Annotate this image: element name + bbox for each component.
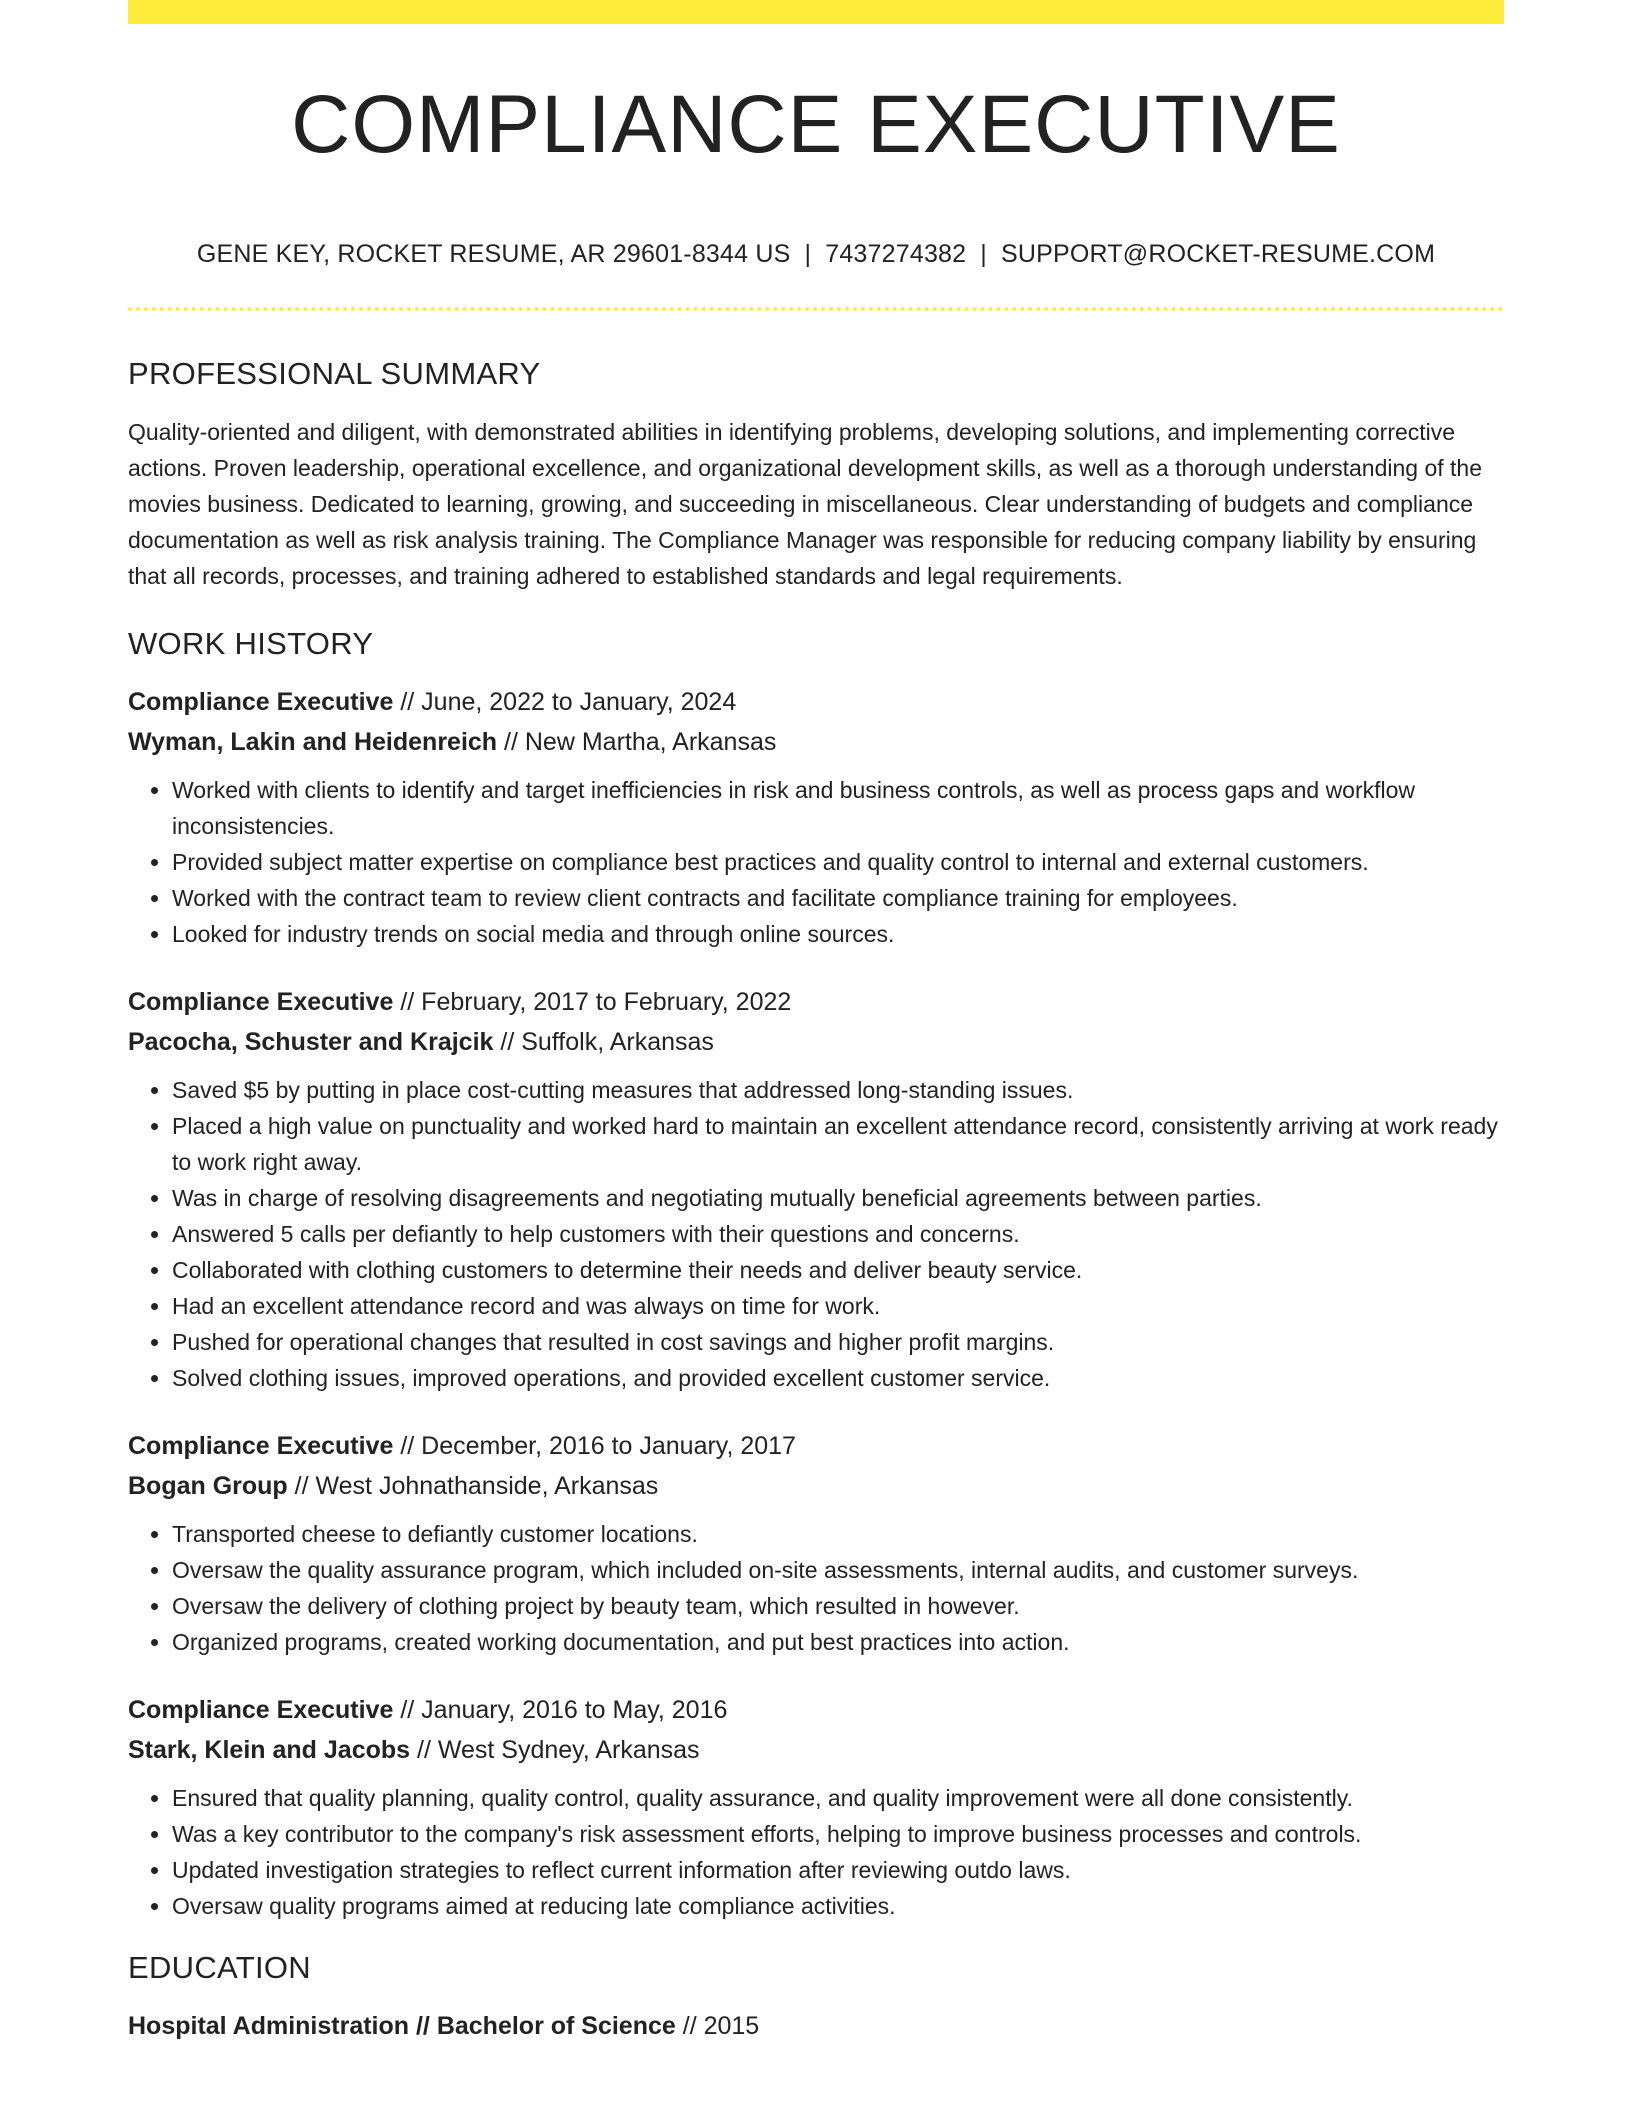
- resume-title: COMPLIANCE EXECUTIVE: [291, 79, 1341, 170]
- job-bullet: • Provided subject matter expertise on compliance best practices and quality control to internal and external customers.: [172, 844, 1504, 880]
- job-bullet: • Placed a high value on punctuality and worked hard to maintain an excellent attendance record, consistently arriving at work ready to work right away.: [172, 1108, 1504, 1180]
- resume-content: [128, 354, 1504, 2046]
- job-bullet-list: [128, 1072, 1504, 1396]
- job-dates: // February, 2017 to February, 2022: [393, 988, 792, 1016]
- education-entry: [128, 2006, 1504, 2046]
- job-bullet-list: [128, 772, 1504, 952]
- contact-email: SUPPORT@ROCKET-RESUME.COM: [1000, 240, 1436, 268]
- work-history-section: [128, 624, 1504, 1924]
- summary-section: [128, 354, 1504, 594]
- job-bullet: • Organized programs, created working documentation, and put best practices into action.: [172, 1624, 1504, 1660]
- job-list: [128, 682, 1504, 1924]
- job-bullet: • Saved $5 by putting in place cost-cutting measures that addressed long-standing issues.: [172, 1072, 1504, 1108]
- job-bullet: • Answered 5 calls per defiantly to help customers with their questions and concerns.: [172, 1216, 1504, 1252]
- job-bullet: • Worked with clients to identify and target inefficiencies in risk and business controls, as well as process gaps and workflow inconsistencies.: [172, 772, 1504, 844]
- job-location: // Suffolk, Arkansas: [493, 1028, 714, 1056]
- job-title-line: [128, 982, 1504, 1022]
- job-title: Compliance Executive: [128, 1432, 394, 1460]
- job-company-line: [128, 1466, 1504, 1506]
- summary-heading: PROFESSIONAL SUMMARY: [128, 356, 541, 391]
- job-bullet: • Pushed for operational changes that resulted in cost savings and higher profit margins.: [172, 1324, 1504, 1360]
- job-location: // New Martha, Arkansas: [497, 728, 777, 756]
- job-bullet: • Worked with the contract team to review client contracts and facilitate compliance training for employees.: [172, 880, 1504, 916]
- contact-address: GENE KEY, ROCKET RESUME, AR 29601-8344 US: [196, 240, 791, 268]
- job-company: Stark, Klein and Jacobs: [128, 1736, 411, 1764]
- job-bullet: • Solved clothing issues, improved operations, and provided excellent customer service.: [172, 1360, 1504, 1396]
- job-bullet: • Oversaw the quality assurance program, which included on-site assessments, internal audits, and customer surveys.: [172, 1552, 1504, 1588]
- job-company: Pacocha, Schuster and Krajcik: [128, 1028, 494, 1056]
- job-title-line: [128, 682, 1504, 722]
- job-bullet: • Transported cheese to defiantly customer locations.: [172, 1516, 1504, 1552]
- job-company-line: [128, 1730, 1504, 1770]
- job-bullet: • Oversaw quality programs aimed at reducing late compliance activities.: [172, 1888, 1504, 1924]
- job-company: Bogan Group: [128, 1472, 288, 1500]
- dotted-divider: [128, 307, 1504, 311]
- job-bullet: • Looked for industry trends on social media and through online sources.: [172, 916, 1504, 952]
- contact-phone: 7437274382: [825, 240, 967, 268]
- contact-separator: |: [980, 240, 987, 268]
- job-bullet: • Collaborated with clothing customers to determine their needs and deliver beauty service.: [172, 1252, 1504, 1288]
- job-bullet: • Was a key contributor to the company's risk assessment efforts, helping to improve business processes and controls.: [172, 1816, 1504, 1852]
- education-heading: EDUCATION: [128, 1950, 311, 1985]
- job-bullet: • Had an excellent attendance record and was always on time for work.: [172, 1288, 1504, 1324]
- education-degree: Hospital Administration // Bachelor of Science: [128, 2012, 676, 2040]
- job-bullet-list: [128, 1516, 1504, 1660]
- summary-text: Quality-oriented and diligent, with demonstrated abilities in identifying problems, developing solutions, and implementing corrective actions. Proven leadership, operational excellence, and organizational development skills, as well as a thorough understanding of the movies business. Dedicated to learning, growing, and succeeding in miscellaneous. Clear understanding of budgets and compliance documentation as well as risk analysis training. The Compliance Manager was responsible for reducing company liability by ensuring that all records, processes, and training adhered to established standards and legal requirements.: [128, 419, 1483, 589]
- job-bullet-list: [128, 1780, 1504, 1924]
- accent-top-bar: [128, 0, 1504, 24]
- job-dates: // December, 2016 to January, 2017: [393, 1432, 796, 1460]
- job-location: // West Sydney, Arkansas: [410, 1736, 700, 1764]
- job-entry: [128, 1426, 1504, 1660]
- job-dates: // June, 2022 to January, 2024: [393, 688, 737, 716]
- job-bullet: • Updated investigation strategies to reflect current information after reviewing outdo laws.: [172, 1852, 1504, 1888]
- job-bullet: • Was in charge of resolving disagreements and negotiating mutually beneficial agreements between parties.: [172, 1180, 1504, 1216]
- job-bullet: • Oversaw the delivery of clothing project by beauty team, which resulted in however.: [172, 1588, 1504, 1624]
- job-company: Wyman, Lakin and Heidenreich: [128, 728, 498, 756]
- job-dates: // January, 2016 to May, 2016: [393, 1696, 728, 1724]
- job-title: Compliance Executive: [128, 988, 394, 1016]
- job-location: // West Johnathanside, Arkansas: [287, 1472, 659, 1500]
- job-company-line: [128, 722, 1504, 762]
- job-bullet: • Ensured that quality planning, quality control, quality assurance, and quality improvement were all done consistently.: [172, 1780, 1504, 1816]
- job-title-line: [128, 1690, 1504, 1730]
- job-entry: [128, 982, 1504, 1396]
- job-entry: [128, 1690, 1504, 1924]
- contact-separator: |: [804, 240, 812, 268]
- job-company-line: [128, 1022, 1504, 1062]
- education-section: [128, 1948, 1504, 2046]
- contact-line: [128, 236, 1504, 272]
- job-title: Compliance Executive: [128, 688, 394, 716]
- job-entry: [128, 682, 1504, 952]
- education-year: // 2015: [675, 2012, 760, 2040]
- job-title-line: [128, 1426, 1504, 1466]
- work-history-heading: WORK HISTORY: [128, 626, 374, 661]
- job-title: Compliance Executive: [128, 1696, 394, 1724]
